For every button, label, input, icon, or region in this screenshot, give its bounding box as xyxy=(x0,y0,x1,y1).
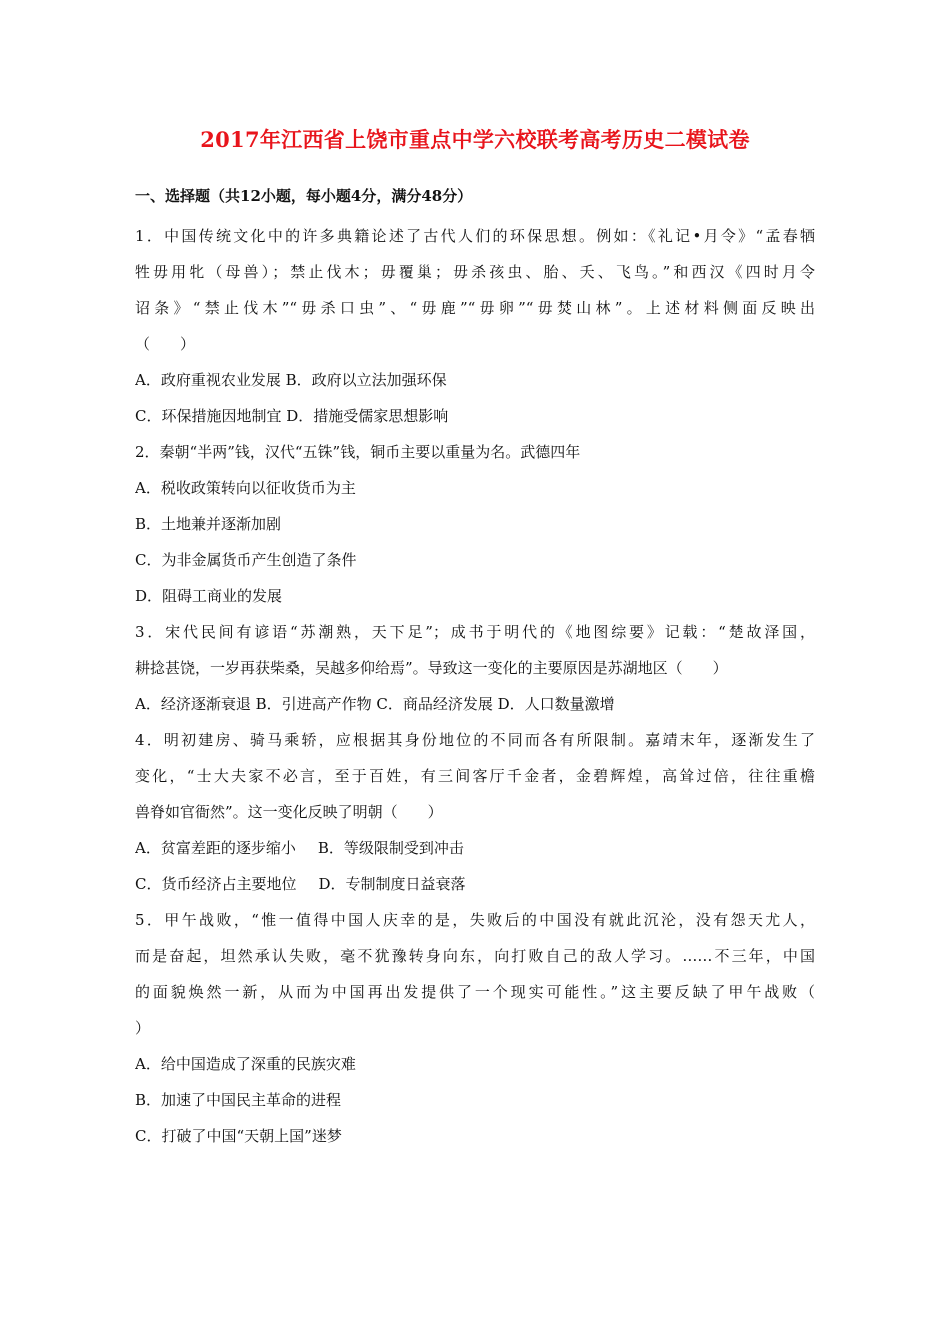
question-text-line: 耕捻甚饶，一岁再获柴桑，吴越多仰给焉”。导致这一变化的主要原因是苏湖地区（ ） xyxy=(135,659,728,677)
option-line xyxy=(135,830,815,866)
option-line: C．为非金属货币产生创造了条件 xyxy=(135,551,357,569)
option-line: D．阻碍工商业的发展 xyxy=(135,587,283,605)
question-1 xyxy=(135,218,815,434)
question-text-line: 的面貌焕然一新，从而为中国再出发提供了一个现实可能性。”这主要反缺了甲午战败（ xyxy=(135,983,815,1001)
question-text-line: 1．中国传统文化中的许多典籍论述了古代人们的环保思想。例如：《礼记•月令》“孟春牺 xyxy=(135,227,815,245)
question-text-line: 牲毋用牝（母兽）；禁止伐木；毋覆巢；毋杀孩虫、胎、夭、飞鸟。”和西汉《四时月令 xyxy=(135,263,815,281)
option-line: A．经济逐渐衰退 B．引进高产作物 C．商品经济发展 D．人口数量激增 xyxy=(135,695,615,713)
question-5 xyxy=(135,902,815,1154)
answer-blank: ） xyxy=(135,1019,151,1037)
option-c: C．货币经济占主要地位 xyxy=(135,875,297,893)
question-text-line: 2．秦朝“半两”钱，汉代“五铢”钱，铜币主要以重量为名。武德四年 xyxy=(135,443,581,461)
question-text-line: 兽脊如官衙然”。这一变化反映了明朝（ ） xyxy=(135,803,443,821)
document-title: 2017年江西省上饶市重点中学六校联考高考历史二模试卷 xyxy=(200,127,750,152)
question-text-line: 变化，“士大夫家不必言，至于百姓，有三间客厅千金者，金碧辉煌，高耸过倍，往往重檐 xyxy=(135,767,815,785)
option-line: C．打破了中国“天朝上国”迷梦 xyxy=(135,1127,342,1145)
document-body xyxy=(135,182,815,1154)
section-heading: 一、选择题（共12小题，每小题4分，满分48分） xyxy=(135,187,473,205)
option-b: B．等级限制受到冲击 xyxy=(317,839,464,857)
option-line: A．政府重视农业发展 B．政府以立法加强环保 xyxy=(135,371,447,389)
question-text-line: 4．明初建房、骑马乘轿，应根据其身份地位的不同而各有所限制。嘉靖末年，逐渐发生了 xyxy=(135,731,815,749)
question-text-line: 3．宋代民间有谚语“苏潮熟，天下足”；成书于明代的《地图综要》记载：“楚故泽国， xyxy=(135,623,815,641)
question-text-line: 5．甲午战败，“惟一值得中国人庆幸的是，失败后的中国没有就此沉沦，没有怨天尤人， xyxy=(135,911,815,929)
question-text-line: 诏条》“禁止伐木”“毋杀口虫”、“毋鹿”“毋卵”“毋焚山林”。上述材料侧面反映出 xyxy=(135,299,815,317)
question-4 xyxy=(135,722,815,902)
option-d: D．专制制度日益衰落 xyxy=(318,875,466,893)
option-line: A．税收政策转向以征收货币为主 xyxy=(135,479,356,497)
question-3 xyxy=(135,614,815,722)
option-line: A．给中国造成了深重的民族灾难 xyxy=(135,1055,356,1073)
option-line: B．加速了中国民主革命的进程 xyxy=(135,1091,342,1109)
option-a: A．贫富差距的逐步缩小 xyxy=(135,839,296,857)
question-text-line: 而是奋起，坦然承认失败，毫不犹豫转身向东，向打败自己的敌人学习。……不三年，中国 xyxy=(135,947,815,965)
option-line: C．环保措施因地制宜 D．措施受儒家思想影响 xyxy=(135,407,449,425)
answer-blank: （ ） xyxy=(135,335,196,353)
option-line xyxy=(135,866,815,902)
question-2 xyxy=(135,434,815,614)
option-line: B．土地兼并逐渐加剧 xyxy=(135,515,282,533)
